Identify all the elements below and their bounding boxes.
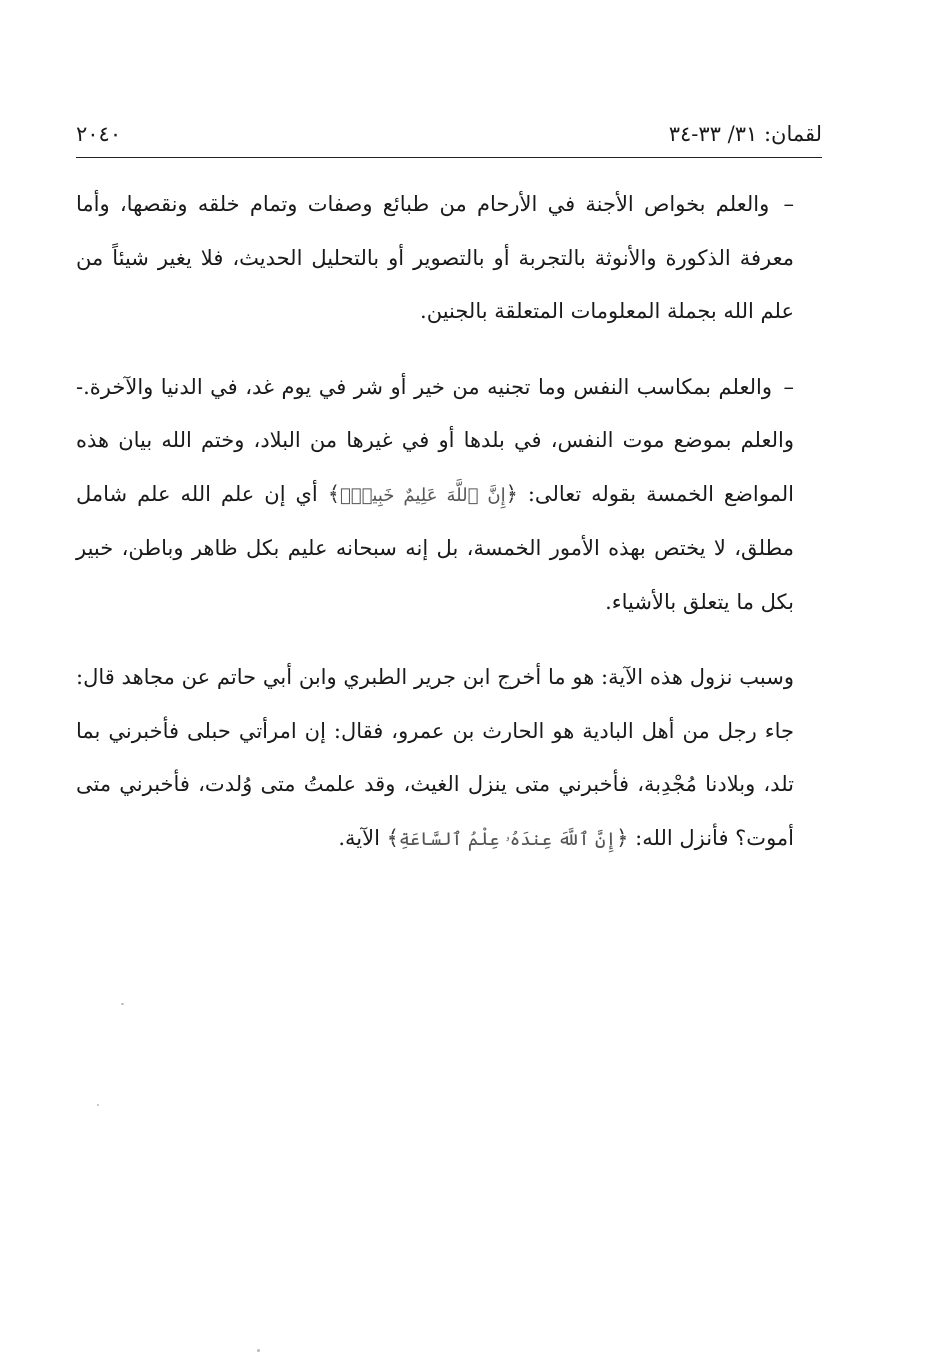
page-body: [76, 178, 822, 866]
paragraph-3: [76, 651, 822, 866]
paragraph-1-text: والعلم بخواص الأجنة في الأرحام من طبائع وصفات وتمام خلقه ونقصها، وأما معرفة الذكورة والأنوثة بالتجربة أو بالتصوير أو بالتحليل الحديث، فلا يغير شيئاً من علم الله بجملة المعلومات المتعلقة بالجنين.: [76, 192, 794, 323]
quran-close-bracket: ﴾: [386, 825, 399, 850]
paragraph-3-text-before: وسبب نزول هذه الآية: هو ما أخرج ابن جرير الطبري وابن أبي حاتم عن مجاهد قال: جاء رجل من أهل البادية هو الحارث بن عمرو، فقال: إن امرأتي حبلى فأخبرني بما تلد، وبلادنا مُجْدِبة، فأخبرني متى ينزل الغيث، وقد علمتُ متى وُلدت، فأخبرني متى أموت؟ فأنزل الله:: [76, 665, 794, 850]
quran-close-bracket: ﴾: [327, 481, 340, 506]
header-rule: [76, 157, 822, 158]
paragraph-1-dash: –: [783, 192, 794, 216]
surah-reference: لقمان: ٣١/ ٣٣-٣٤: [668, 122, 822, 146]
scan-speck: [257, 1349, 260, 1352]
paragraph-3-text-after: الآية.: [338, 825, 380, 850]
paragraph-2-text-after: أي إن علم الله علم شامل مطلق، لا يختص بهذه الأمور الخمسة، بل إنه سبحانه عليم بكل ظاهر وباطن، خبير بكل ما يتعلق بالأشياء.: [76, 481, 794, 614]
paragraph-2: [76, 361, 822, 630]
quran-open-bracket: ﴿: [616, 825, 629, 850]
quran-open-bracket: ﴿: [505, 481, 518, 506]
paragraph-2-text-before: والعلم بمكاسب النفس وما تجنيه من خير أو شر في يوم غد، في الدنيا والآخرة.-والعلم بموضع موت النفس، في بلدها أو في غيرها من البلاد، وختم الله بيان هذه المواضع الخمسة بقوله تعالى:: [76, 374, 794, 506]
paragraph-1: [76, 178, 822, 339]
paragraph-2-dash: –: [783, 374, 794, 399]
scan-speck: [121, 1003, 124, 1005]
scan-speck: [97, 1104, 99, 1106]
page-number: ٢٠٤٠: [76, 122, 122, 146]
quran-verse: إِنَّ ٱللَّهَ عَلِيمٌ خَبِيرٌۢ: [340, 484, 506, 506]
quran-verse: إِنَّ ٱللَّهَ عِندَهُۥ عِلْمُ ٱلسَّاعَةِ: [398, 828, 617, 850]
page-header: [76, 116, 822, 154]
